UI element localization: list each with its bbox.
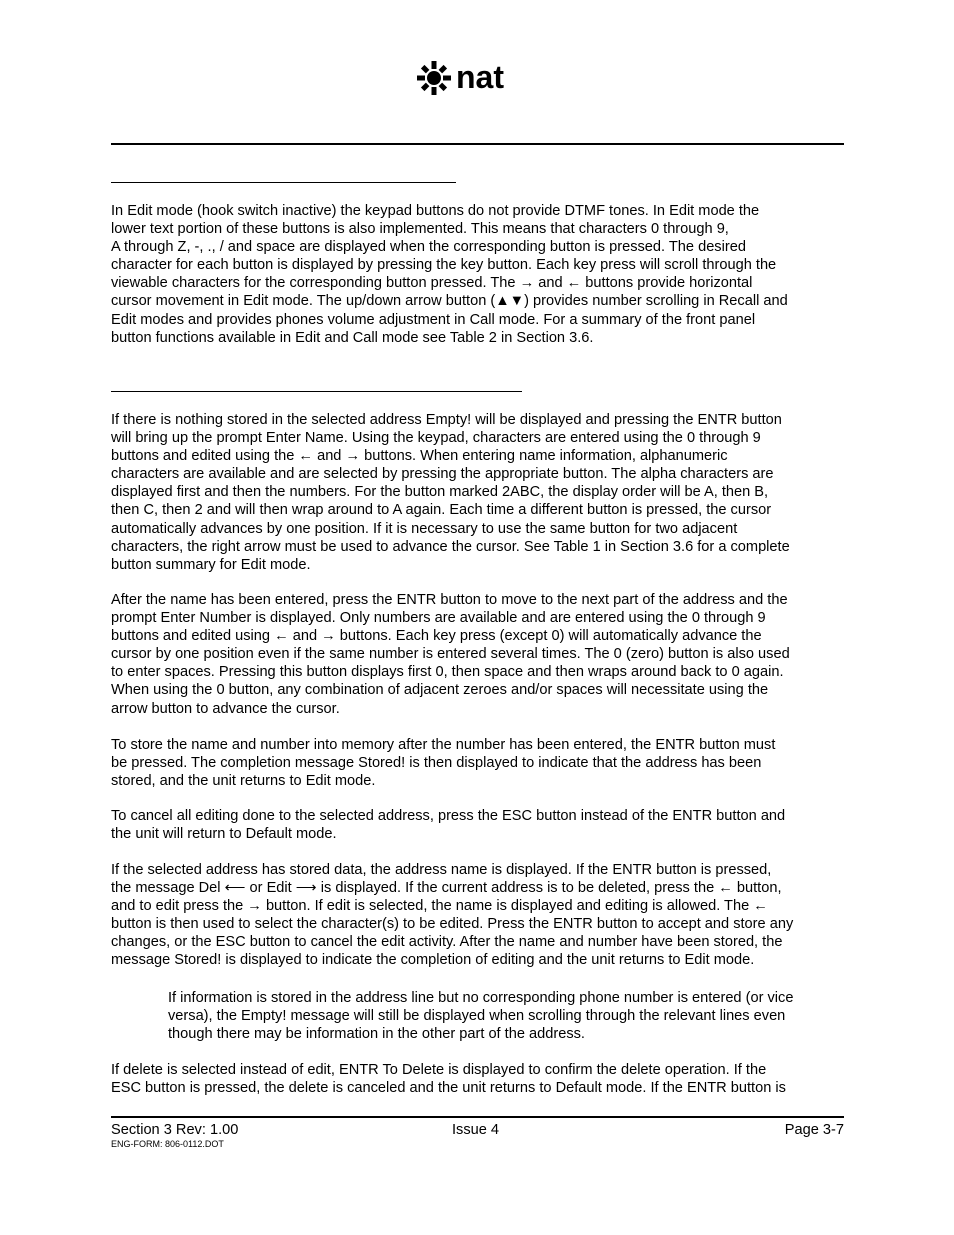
paragraph-store: To store the name and number into memory after the number has been entered, the ENTR button must be pressed. The completion message Stored! is then displayed to indicate that the address has been stored, and the unit returns to Edit mode. — [111, 737, 776, 790]
paragraph-cancel: To cancel all editing done to the selected address, press the ESC button instead of the ENTR button and the unit will return to Default mode. — [111, 808, 786, 843]
note-indented: If information is stored in the address line but no corresponding phone number is entered (or vice versa), the Empty! message will still be displayed when scrolling through the relevant lines even though there may be information in the other part of the address. — [168, 990, 794, 1043]
footer-issue: Issue 4 — [452, 1122, 500, 1138]
logo-wordmark: nat — [456, 59, 504, 95]
footer-form-id: ENG-FORM: 806-0112.DOT — [111, 1139, 224, 1149]
nat-logo — [414, 58, 544, 100]
paragraph-stored-data: If the selected address has stored data, the address name is displayed. If the ENTR button is pressed, the message Del ⟵ or Edit ⟶ is displayed. If the current address is to be deleted, press the ← button, and to edit press the → button. If edit is selected, the name is displayed and editing is allowed. The ← button is then used to select the character(s) to be edited. Press the ENTR button to accept and store any changes, or the ESC button to cancel the edit activity. After the name and number have been stored, the message Stored! is displayed to indicate the completion of editing and the unit returns to Edit mode. — [111, 862, 794, 969]
paragraph-edit-mode: In Edit mode (hook switch inactive) the keypad buttons do not provide DTMF tones. In Edit mode the lower text portion of these buttons is also implemented. This means that characters 0 through 9, A through Z, -, ., / and space are displayed when the corresponding button is pressed. The desired character for each button is displayed by pressing the key button. Each key press will scroll through the viewable characters for the corresponding button pressed. The → and ← buttons provide horizontal cursor movement in Edit mode. The up/down arrow button (▲▼) provides number scrolling in Recall and Edit modes and provides phones volume adjustment in Call mode. For a summary of the front panel button functions available in Edit and Call mode see Table 2 in Section 3.6. — [111, 203, 788, 346]
footer-section: Section 3 Rev: 1.00 — [111, 1122, 239, 1138]
footer-page-number: Page 3-7 — [784, 1122, 844, 1138]
paragraph-delete: If delete is selected instead of edit, ENTR To Delete is displayed to confirm the delete operation. If the ESC button is pressed, the delete is canceled and the unit returns to Default mode. If the ENTR button is — [111, 1062, 786, 1097]
section-heading-underline-2 — [111, 391, 522, 392]
section-heading-underline-1 — [111, 182, 456, 183]
paragraph-empty-address: If there is nothing stored in the selected address Empty! will be displayed and pressing the ENTR button will bring up the prompt Enter Name. Using the keypad, characters are entered using the 0 through 9 buttons and edited using the ← and → buttons. When entering name information, alphanumeric characters are available and are selected by pressing the appropriate button. The alpha characters are displayed first and then the numbers. For the button marked 2ABC, the display order will be A, then B, then C, then 2 and will then wrap around to A again. Each time a different button is pressed, the cursor automatically advances by one position. If it is necessary to use the same button for two adjacent characters, the right arrow must be used to advance the cursor. See Table 1 in Section 3.6 for a complete button summary for Edit mode. — [111, 412, 790, 573]
paragraph-enter-number: After the name has been entered, press the ENTR button to move to the next part of the address and the prompt Enter Number is displayed. Only numbers are available and are entered using the 0 through 9 buttons and edited using ← and → buttons. Each key press (except 0) will automatically advance the cursor by one position even if the same number is entered several times. The 0 (zero) button is also used to enter spaces. Pressing this button displays first 0, then space and then wraps around back to 0 again. When using the 0 button, any combination of adjacent zeroes and/or spaces will necessitate using the arrow button to advance the cursor. — [111, 592, 790, 717]
header-rule — [111, 143, 844, 145]
footer-rule — [111, 1116, 844, 1118]
nat-starburst-icon — [414, 58, 544, 100]
